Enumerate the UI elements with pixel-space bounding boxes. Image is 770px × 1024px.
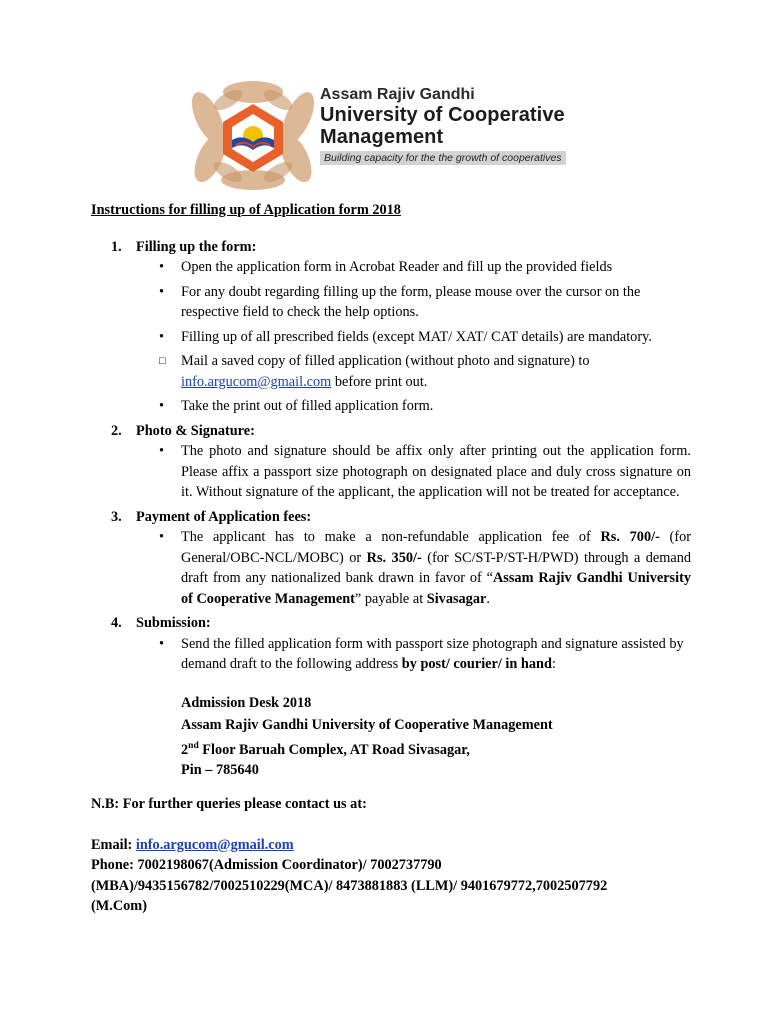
list-item: • Filling up of all prescribed fields (except MAT/ XAT/ CAT details) are mandatory. (136, 327, 691, 348)
section-title: Submission: (136, 615, 211, 631)
email-link[interactable]: info.argucom@gmail.com (181, 373, 332, 390)
document-body (91, 200, 691, 917)
list-item: • The photo and signature should be affix only after printing out the application form. Please affix a passport size photograph on designated place and duly cross signature on it. Without signature of the applicant, the application will not be treated for acceptance. (159, 443, 691, 500)
section-payment (91, 507, 691, 528)
payee-name: Assam Rajiv Gandhi University of Cooperative Management (181, 570, 692, 607)
address-university: Assam Rajiv Gandhi University of Cooperative Management (181, 717, 553, 733)
list-item: • Send the filled application form with passport size photograph and signature assisted by demand draft to the following address by post/ courier/ in hand: (159, 635, 684, 672)
bullet-icon: • (159, 529, 165, 545)
contact-phone-1: Phone: 7002198067(Admission Coordinator)/ 7002737790 (91, 857, 442, 874)
logo-line-3: Management (320, 126, 444, 148)
address-floor: 2nd Floor Baruah Complex, AT Road Sivasagar, (181, 740, 470, 758)
page-title: Instructions for filling up of Application form 2018 (91, 202, 401, 218)
logo-line-2: University of Cooperative (320, 104, 565, 126)
section-number: 1. (111, 238, 122, 255)
section-title: Filling up the form: (136, 238, 257, 255)
missing-glyph-icon: □ (159, 355, 166, 367)
contact-email-link[interactable]: info.argucom@gmail.com (135, 836, 294, 853)
bullet-icon: • (159, 283, 165, 300)
section-number: 2. (111, 422, 122, 439)
section-number: 4. (111, 615, 122, 631)
fee-reserved: Rs. 350/- (366, 549, 422, 566)
list-item: • The applicant has to make a non-refundable application fee of Rs. 700/- (for General/OBC-NCL/MOBC) or Rs. 350/- (for SC/ST-P/ST-H/PWD) through a demand draft from any nationalized bank drawn in favor of “Assam Rajiv Gandhi University of Cooperative Management” payable at Sivasagar. (159, 529, 692, 607)
bullet-icon: • (159, 259, 165, 275)
logo-text (320, 86, 566, 166)
list-item: • Take the print out of filled application form. (136, 396, 691, 417)
section-submission (91, 613, 691, 634)
logo-emblem-icon (188, 78, 318, 190)
contact-block (91, 835, 691, 917)
nb-note: N.B: For further queries please contact us at: (91, 796, 367, 813)
bullet-icon: • (159, 443, 165, 459)
payable-place: Sivasagar (426, 590, 487, 607)
section-photo-signature (91, 421, 691, 442)
contact-phone-2: (MBA)/9435156782/7002510229(MCA)/ 8473881883 (LLM)/ 9401679772,7002507792 (91, 877, 608, 894)
section-title: Payment of Application fees: (136, 508, 312, 525)
bullet-list (136, 257, 691, 417)
bullet-icon: • (159, 328, 165, 345)
list-item: • Open the application form in Acrobat Reader and fill up the provided fields (136, 257, 691, 278)
postal-address (181, 693, 691, 781)
logo-tagline: Building capacity for the the growth of cooperatives (320, 151, 566, 165)
fee-general: Rs. 700/- (600, 529, 660, 545)
list-item: □ Mail a saved copy of filled application (without photo and signature) to info.argucom@gmail.com before print out. (159, 353, 590, 390)
bullet-list (136, 634, 691, 675)
bullet-icon: • (159, 398, 165, 414)
logo-line-1: Assam Rajiv Gandhi (320, 86, 475, 103)
section-title: Photo & Signature: (136, 422, 255, 439)
address-pin: Pin – 785640 (181, 761, 259, 778)
bullet-list (136, 527, 691, 609)
list-item: • For any doubt regarding filling up the form, please mouse over the cursor on the respective field to check the help options. (159, 283, 641, 320)
section-filling-up (91, 237, 691, 258)
contact-phone-3: (M.Com) (91, 898, 147, 915)
contact-email: Email: info.argucom@gmail.com (91, 836, 294, 853)
address-desk: Admission Desk 2018 (181, 694, 312, 711)
university-logo (188, 78, 580, 190)
bullet-list (136, 441, 691, 503)
section-number: 3. (111, 508, 122, 525)
delivery-mode: by post/ courier/ in hand (401, 656, 552, 672)
bullet-icon: • (159, 635, 165, 652)
